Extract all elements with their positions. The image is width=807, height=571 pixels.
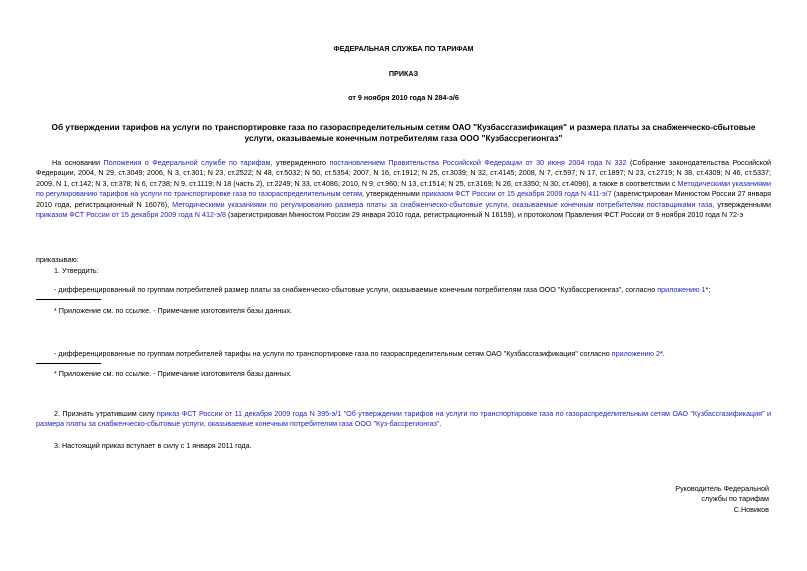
item-2-text: 2. Признать утратившим силу	[54, 409, 157, 418]
preamble-text: (Собрание законодательства Российской Федерации, 2004, N 29, ст.3049; 2006, N 3, ст.301; N 23, ст.2522; N 48, ст.5032; N 50, ст.5354; 2007, N 16, ст.1912; N 25, ст.3039; N 32, ст.4145; 2008, N 7, ст.597; N 17, ст.1897; N 23, ст.2719; N 38, ст.4309; N 46, ст.5337; 2009, N 1, ст.142; N 3, ст.378; N 6, ст.738; N 9, ст.1119; N 18 (часть 2), ст.2249; N 33, ст.4086; 2010, N 9, ст.960; N 13, ст.1514; N 25, ст.3169; N 26, ст.3350; N 30, ст.4096), а также в соответствии с	[36, 158, 771, 188]
item-2-tail: .	[439, 419, 442, 429]
link-methodical-guidelines-transport[interactable]: Методическими указаниями по регулированию тарифов на услуги по транспортировке газа по газораспределительным сетям	[36, 178, 771, 199]
link-government-decree[interactable]: постановлением Правительства Российской Федерации от 30 июня 2004 года N 332	[329, 158, 627, 167]
doc-type: ПРИКАЗ	[388, 69, 419, 78]
bullet-2-tail: *.	[660, 349, 665, 358]
bullet-2	[54, 349, 771, 359]
bullet-1-text: - дифференцированный по группам потребителей размер платы за снабженческо-сбытовые услуги, оказываемые конечным потребителям газа ООО "Кузбассрегионгаз", согласно	[54, 285, 658, 294]
link-methodical-guidelines-supply[interactable]: Методическими указаниями по регулированию размера платы за снабженческо-сбытовые услуги, оказываемые конечным потребителям поставщиками газа	[172, 199, 713, 209]
item-3: 3. Настоящий приказ вступает в силу с 1 января 2011 года.	[54, 441, 252, 450]
signature-line-2: службы по тарифам	[701, 494, 769, 504]
bullet-1	[54, 285, 771, 295]
preamble-text: , утвержденными	[362, 189, 422, 199]
item-2	[36, 409, 771, 430]
doc-date-number: от 9 ноября 2010 года N 284-э/6	[348, 93, 459, 102]
preamble-text: (зарегистрирован Минюстом России 29 января 2010 года, регистрационный N 16159), и протоколом Правления ФСТ России от 9 ноября 2010 года N 72-э	[226, 210, 744, 220]
signature-line-1: Руководитель Федеральной	[675, 484, 769, 493]
signature-name: С.Новиков	[733, 504, 769, 514]
link-order-411[interactable]: приказом ФСТ России от 15 декабря 2009 года N 411-э/7	[421, 189, 612, 199]
footnote-1: * Приложение см. по ссылке. - Примечание изготовителя базы данных.	[54, 306, 293, 315]
org-name: ФЕДЕРАЛЬНАЯ СЛУЖБА ПО ТАРИФАМ	[333, 44, 474, 53]
signature-block	[569, 484, 769, 515]
order-word: приказываю:	[36, 255, 79, 264]
footnote-2: * Приложение см. по ссылке. - Примечание изготовителя базы данных.	[54, 369, 293, 378]
preamble-paragraph	[36, 158, 771, 220]
footnote-separator	[36, 363, 101, 364]
bullet-1-tail: *;	[705, 285, 711, 294]
link-appendix-1[interactable]: приложению 1	[657, 285, 706, 294]
footnote-separator	[36, 299, 101, 300]
preamble-text: (зарегистрирован Минюстом России 27 января 2010 года, регистрационный N 16076),	[36, 189, 772, 209]
item-1: 1. Утвердить:	[54, 266, 99, 275]
link-appendix-2[interactable]: приложению 2	[611, 349, 660, 358]
preamble-text: , утвержденного	[270, 158, 330, 167]
preamble-text: На основании	[52, 158, 104, 167]
preamble-text: , утвержденными	[712, 199, 771, 209]
link-order-395[interactable]: приказ ФСТ России от 11 декабря 2009 года N 395-э/1 "Об утверждении тарифов на услуги по транспортировке газа по газораспределительным сетям ОАО "Кузбассгазификация" и размера платы за снабженческо-сбытовые услуги, оказываемые конечным потребителям газа ООО "Куз-бассрегионгаз"	[36, 409, 771, 429]
link-order-412[interactable]: приказом ФСТ России от 15 декабря 2009 года N 412-э/8	[36, 210, 227, 220]
doc-title: Об утверждении тарифов на услуги по транспортировке газа по газораспределительным сетям ОАО "Кузбассгазификация" и размера платы за снабженческо-сбытовые услуги, оказываемые конечным потребителям газа ООО "Кузбассрегионгаз"	[51, 122, 756, 143]
bullet-2-text: - дифференцированные по группам потребителей тарифы на услуги по транспортировке газа по газораспределительным сетям ОАО "Кузбассгазификация" согласно	[54, 349, 612, 358]
link-fst-regulation[interactable]: Положения о Федеральной службе по тарифам	[103, 158, 271, 167]
